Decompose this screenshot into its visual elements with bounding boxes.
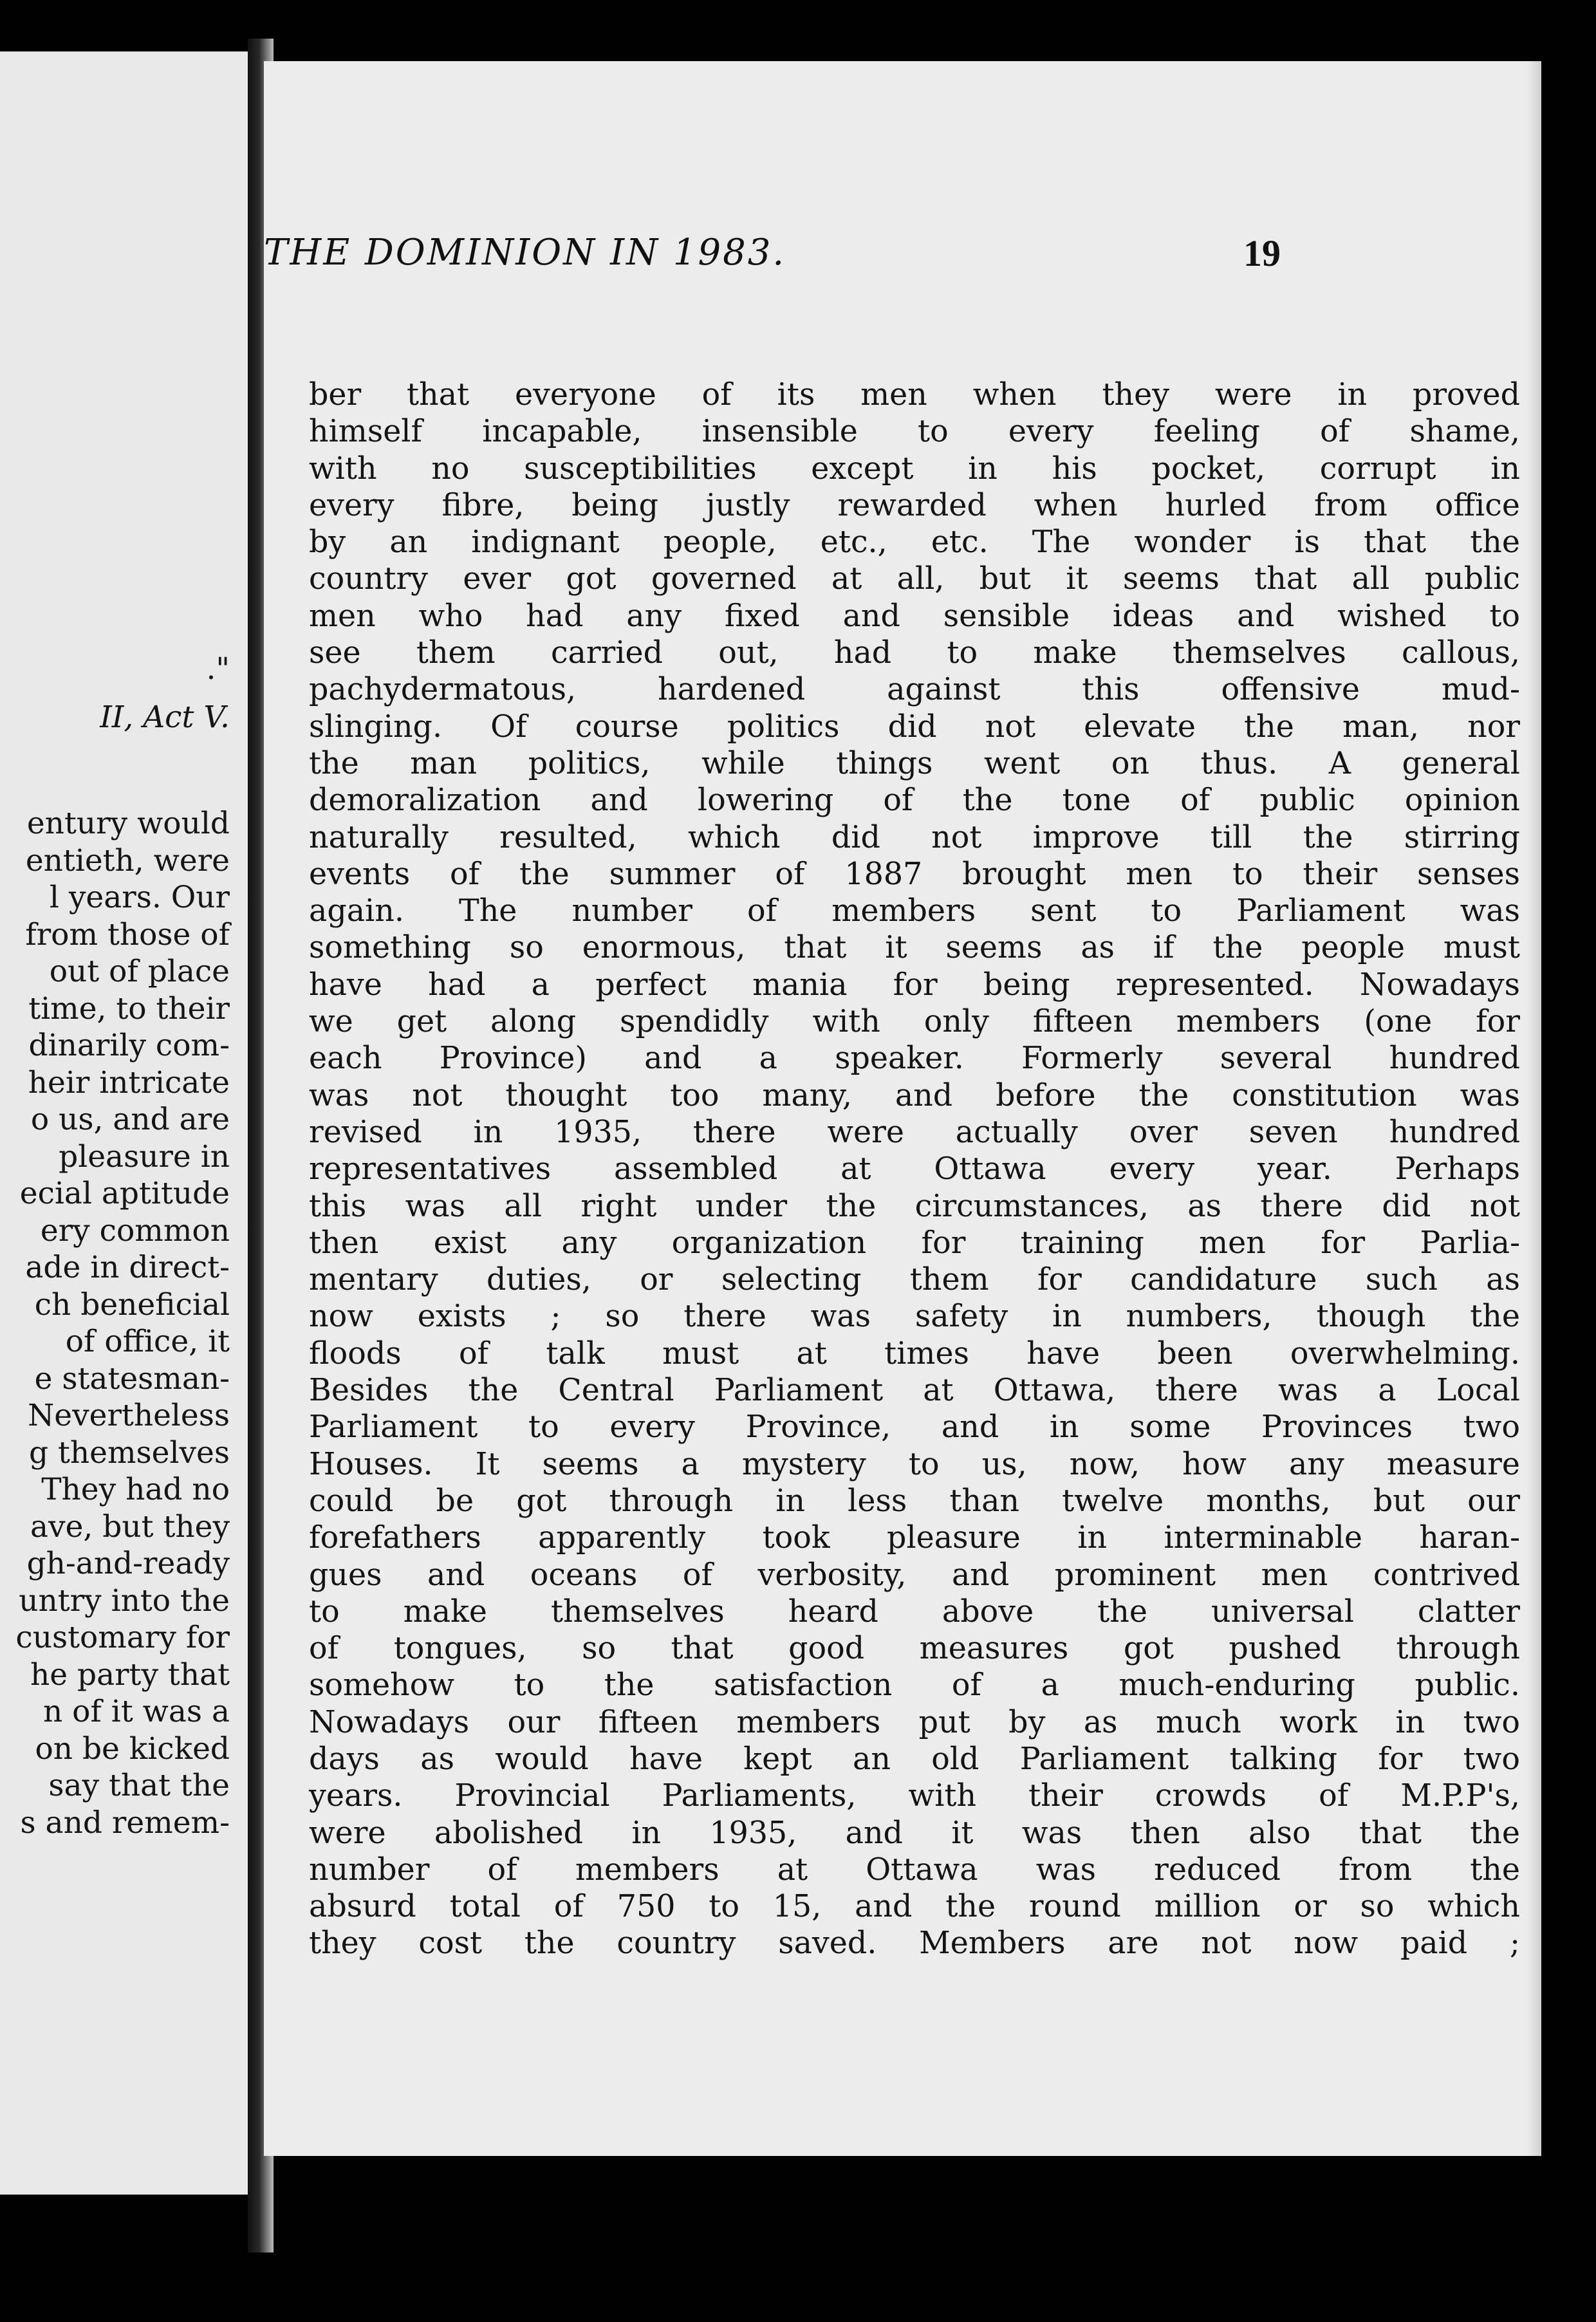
text-line: the man politics, while things went on thus. A general [309,745,1520,781]
facing-page-line: o us, and are [30,1102,230,1137]
text-line: country ever got governed at all, but it seems that all public [309,561,1520,597]
facing-page-line: out of place [49,954,230,989]
text-line: somehow to the satisfaction of a much-enduring public. [309,1667,1520,1704]
text-line: years. Provincial Parliaments, with their crowds of M.P.P's, [309,1778,1520,1814]
text-line: demoralization and lowering of the tone of public opinion [309,783,1520,819]
book-page [264,61,1541,2156]
facing-page-line: g themselves [28,1435,230,1471]
facing-page-line: s and remem- [20,1805,230,1841]
text-line: this was all right under the circumstances, as there did not [309,1188,1520,1224]
text-line: men who had any fixed and sensible ideas and wished to [309,598,1520,634]
facing-page-line: ave, but they [30,1509,230,1545]
text-line: forefathers apparently took pleasure in interminable haran- [309,1520,1520,1556]
text-line: have had a perfect mania for being represented. Nowadays [309,967,1520,1003]
text-line: mentary duties, or selecting them for candidature such as [309,1262,1520,1298]
text-line: days as would have kept an old Parliament talking for two [309,1741,1520,1777]
text-line: each Province) and a speaker. Formerly several hundred [309,1041,1520,1077]
facing-page-line: say that the [48,1768,230,1803]
facing-page-fragment [0,51,248,2195]
running-head-title: THE DOMINION IN 1983. [264,232,786,274]
text-line: Besides the Central Parliament at Ottawa, there was a Local [309,1373,1520,1409]
text-line: we get along spendidly with only fifteen members (one for [309,1004,1520,1040]
text-line: of tongues, so that good measures got pushed through [309,1631,1520,1667]
text-line: Houses. It seems a mystery to us, now, how any measure [309,1446,1520,1482]
facing-page-line: entieth, were [25,842,230,878]
facing-page-line: e statesman- [34,1361,230,1397]
facing-page-line: II, Act V. [100,700,230,735]
facing-page-line: ade in direct- [25,1250,230,1285]
text-line: gues and oceans of verbosity, and prominent men contrived [309,1557,1520,1593]
facing-page-line: of office, it [65,1324,230,1359]
text-line: slinging. Of course politics did not elevate the man, nor [309,709,1520,745]
text-line: were abolished in 1935, and it was then also that the [309,1815,1520,1851]
facing-page-line: entury would [26,806,230,841]
facing-page-line: ecial aptitude [19,1176,230,1211]
text-line: with no susceptibilities except in his pocket, corrupt in [309,450,1520,487]
text-line: every fibre, being justly rewarded when hurled from office [309,487,1520,523]
text-line: ber that everyone of its men when they were in proved [309,377,1520,413]
text-line: they cost the country saved. Members are not now paid ; [309,1926,1520,1962]
text-line: now exists ; so there was safety in numbers, though the [309,1299,1520,1335]
facing-page-line: ch beneficial [34,1286,230,1323]
text-line: events of the summer of 1887 brought men to their senses [309,856,1520,892]
facing-page-line: l years. Our [49,880,230,915]
facing-page-line: on be kicked [35,1731,230,1767]
facing-page-line: from those of [25,916,230,952]
text-line: Nowadays our fifteen members put by as much work in two [309,1704,1520,1740]
text-line: number of members at Ottawa was reduced from the [309,1852,1520,1888]
text-line: representatives assembled at Ottawa every year. Perhaps [309,1151,1520,1187]
text-line: pachydermatous, hardened against this offensive mud- [309,672,1520,708]
text-line: revised in 1935, there were actually over seven hundred [309,1114,1520,1150]
facing-page-line: pleasure in [59,1138,230,1175]
body-text [309,376,1520,1962]
facing-page-line: n of it was a [42,1694,230,1729]
text-line: could be got through in less than twelve months, but our [309,1483,1520,1519]
text-line: something so enormous, that it seems as if the people must [309,930,1520,966]
text-line: naturally resulted, which did not improve till the stirring [309,819,1520,855]
facing-page-line: time, to their [28,990,230,1026]
text-line: floods of talk must at times have been overwhelming. [309,1335,1520,1371]
text-line: by an indignant people, etc., etc. The wonder is that the [309,525,1520,561]
facing-page-line: customary for [15,1620,230,1655]
facing-page-line: he party that [30,1657,230,1693]
facing-page-line: They had no [41,1472,230,1507]
text-line: again. The number of members sent to Parliament was [309,893,1520,929]
facing-page-line: untry into the [19,1583,230,1619]
text-line: absurd total of 750 to 15, and the round million or so which [309,1889,1520,1925]
text-line: himself incapable, insensible to every feeling of shame, [309,414,1520,450]
facing-page-line: dinarily com- [28,1028,230,1063]
text-line: Parliament to every Province, and in some Provinces two [309,1409,1520,1445]
facing-page-line: ." [206,651,230,687]
facing-page-line: heir intricate [28,1064,230,1101]
facing-page-line: gh-and-ready [26,1546,230,1581]
facing-page-line: ery common [40,1212,230,1249]
facing-page-line: Nevertheless [28,1398,230,1433]
text-line: see them carried out, had to make themselves callous, [309,635,1520,671]
text-line: to make themselves heard above the universal clatter [309,1593,1520,1630]
page-number: 19 [1243,232,1281,274]
text-line: then exist any organization for training men for Parlia- [309,1225,1520,1261]
text-line: was not thought too many, and before the constitution was [309,1077,1520,1113]
